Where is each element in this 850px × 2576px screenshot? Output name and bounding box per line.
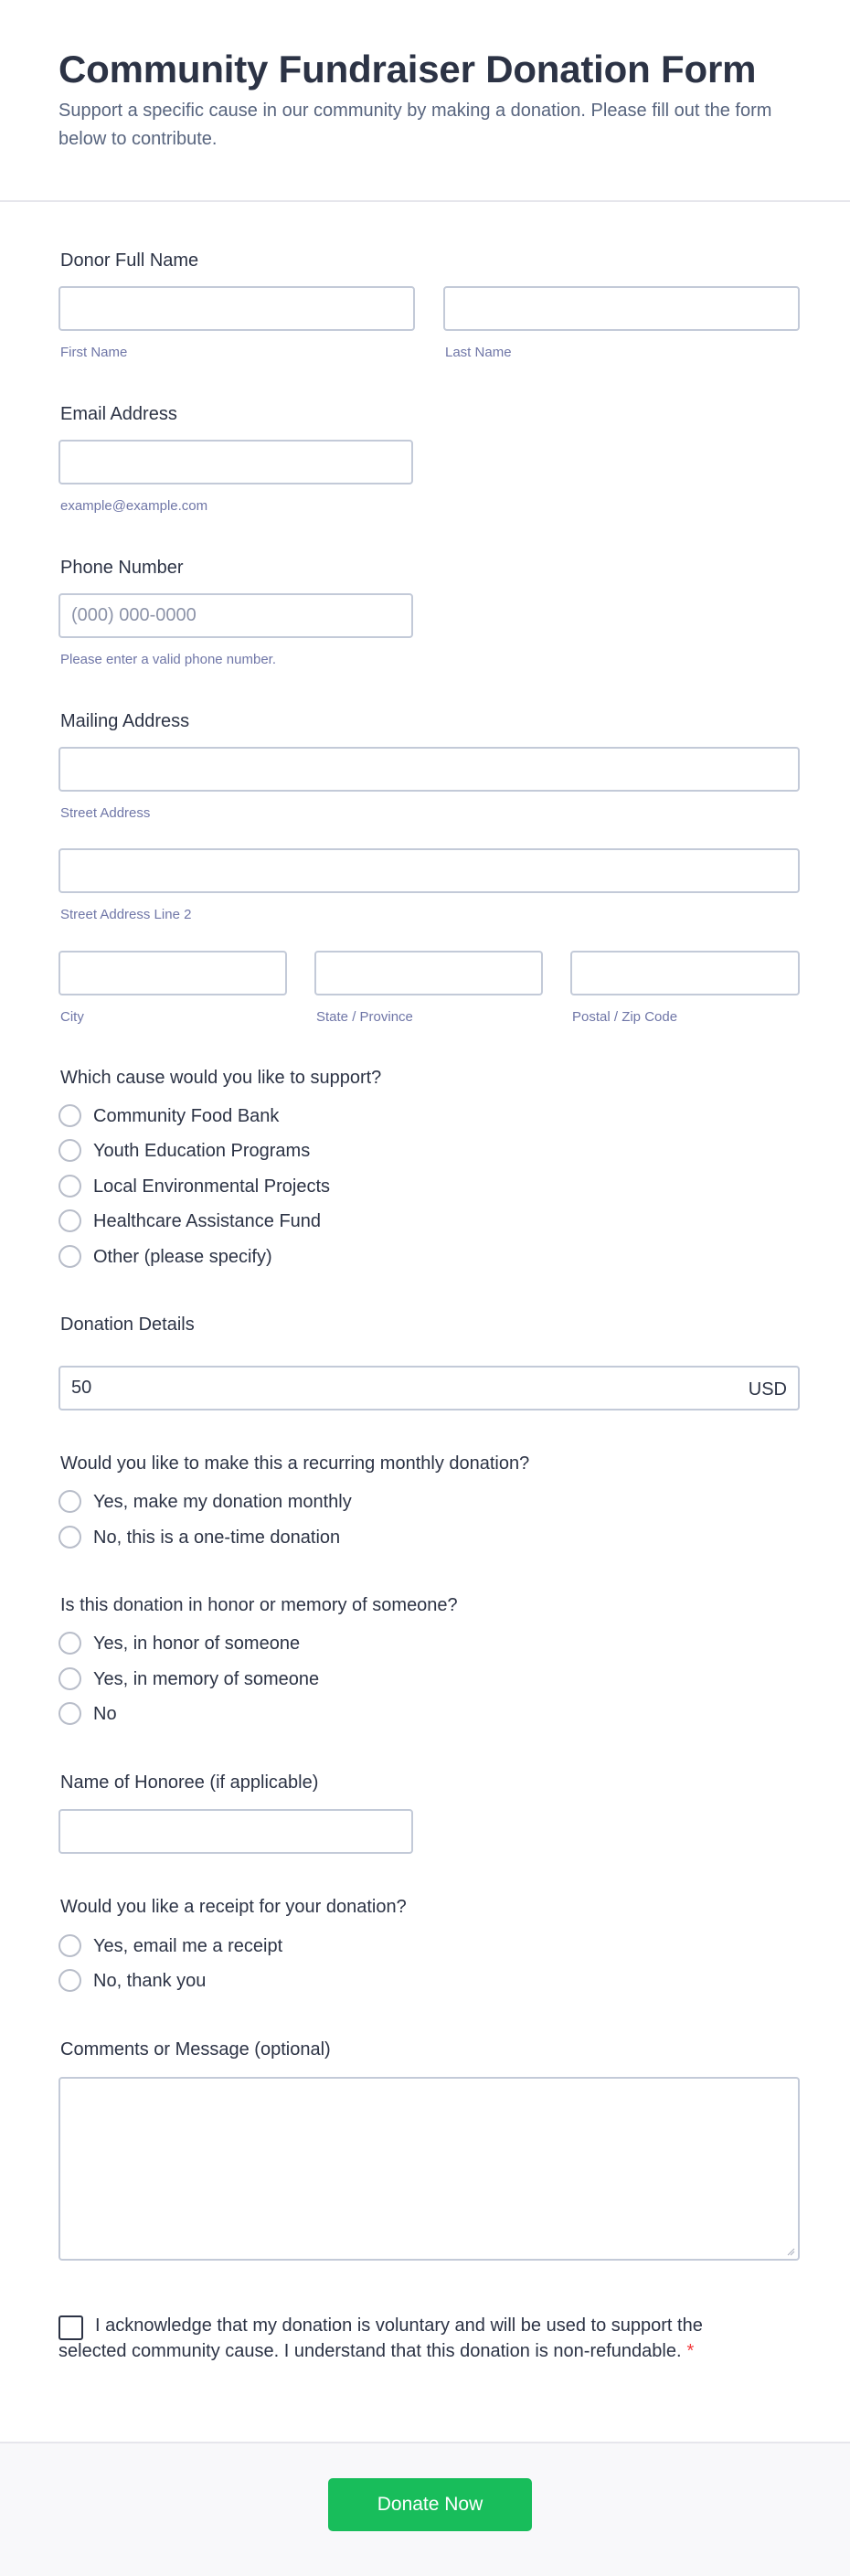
recurring-option-label: Yes, make my donation monthly [93, 1492, 352, 1512]
radio-button[interactable] [58, 1632, 81, 1655]
currency-label: USD [748, 1379, 787, 1400]
street-address-input[interactable] [60, 749, 798, 790]
acknowledgement-text [58, 2313, 735, 2364]
honoree-input[interactable] [60, 1811, 411, 1852]
form-title: Community Fundraiser Donation Form [58, 48, 757, 90]
first-name-field[interactable] [58, 286, 415, 331]
radio-button[interactable] [58, 1702, 81, 1725]
cause-option-label: Other (please specify) [93, 1247, 272, 1267]
donor-name-label: Donor Full Name [60, 250, 199, 271]
comments-label: Comments or Message (optional) [60, 2039, 331, 2060]
form-header [0, 0, 850, 202]
receipt-option-label: No, thank you [93, 1971, 207, 1991]
form-subtitle: Support a specific cause in our community by making a donation. Please fill out the form below to contribute. [58, 101, 772, 149]
donate-now-button[interactable]: Donate Now [328, 2478, 532, 2531]
zip-sublabel: Postal / Zip Code [572, 1009, 678, 1025]
donation-label: Donation Details [60, 1315, 195, 1335]
radio-button[interactable] [58, 1526, 81, 1549]
receipt-label: Would you like a receipt for your donation? [60, 1897, 407, 1917]
first-name-sublabel: First Name [60, 345, 128, 360]
email-field[interactable] [58, 440, 413, 484]
phone-input[interactable] [60, 595, 411, 636]
state-input[interactable] [316, 953, 541, 994]
cause-option-label: Community Food Bank [93, 1106, 280, 1126]
radio-button[interactable] [58, 1104, 81, 1127]
honor-option-label: Yes, in honor of someone [93, 1634, 301, 1654]
recurring-option-label: No, this is a one-time donation [93, 1528, 341, 1548]
cause-label: Which cause would you like to support? [60, 1068, 382, 1088]
city-sublabel: City [60, 1009, 84, 1025]
honoree-label: Name of Honoree (if applicable) [60, 1772, 319, 1793]
comments-textarea[interactable] [58, 2077, 800, 2261]
receipt-option-label: Yes, email me a receipt [93, 1936, 283, 1956]
form-footer [0, 2442, 850, 2576]
street-address-line2-sublabel: Street Address Line 2 [60, 907, 192, 922]
cause-option-label: Healthcare Assistance Fund [93, 1211, 322, 1231]
donation-amount-input[interactable] [60, 1368, 798, 1409]
zip-field[interactable] [570, 951, 800, 995]
required-asterisk: * [686, 2341, 695, 2361]
donation-amount-field[interactable] [58, 1366, 800, 1410]
last-name-input[interactable] [445, 288, 798, 329]
street-address-sublabel: Street Address [60, 805, 151, 821]
radio-button[interactable] [58, 1969, 81, 1992]
radio-button[interactable] [58, 1490, 81, 1513]
radio-button[interactable] [58, 1209, 81, 1232]
first-name-input[interactable] [60, 288, 413, 329]
email-input[interactable] [60, 442, 411, 483]
last-name-field[interactable] [443, 286, 800, 331]
phone-label: Phone Number [60, 558, 184, 578]
cause-option-label: Local Environmental Projects [93, 1176, 331, 1197]
radio-button[interactable] [58, 1667, 81, 1690]
recurring-label: Would you like to make this a recurring monthly donation? [60, 1453, 530, 1474]
state-sublabel: State / Province [316, 1009, 413, 1025]
street-address-line2-input[interactable] [60, 850, 798, 891]
cause-option-label: Youth Education Programs [93, 1141, 311, 1161]
street-address-field[interactable] [58, 747, 800, 792]
acknowledgement-label: I acknowledge that my donation is voluntary and will be used to support the selected community cause. I understand that this donation is non-refundable. [58, 2315, 703, 2361]
honor-option-label: No [93, 1704, 117, 1724]
phone-sublabel: Please enter a valid phone number. [60, 652, 276, 667]
state-field[interactable] [314, 951, 543, 995]
honoree-field[interactable] [58, 1809, 413, 1854]
city-field[interactable] [58, 951, 287, 995]
email-label: Email Address [60, 404, 177, 424]
honor-option-label: Yes, in memory of someone [93, 1669, 320, 1689]
resize-grip-icon[interactable] [786, 2247, 795, 2256]
radio-button[interactable] [58, 1934, 81, 1957]
honor-label: Is this donation in honor or memory of someone? [60, 1595, 458, 1615]
radio-button[interactable] [58, 1175, 81, 1198]
email-sublabel: example@example.com [60, 498, 208, 514]
street-address-line2-field[interactable] [58, 848, 800, 893]
radio-button[interactable] [58, 1245, 81, 1268]
last-name-sublabel: Last Name [445, 345, 512, 360]
radio-button[interactable] [58, 1139, 81, 1162]
phone-field[interactable] [58, 593, 413, 638]
city-input[interactable] [60, 953, 285, 994]
zip-input[interactable] [572, 953, 798, 994]
address-label: Mailing Address [60, 711, 190, 731]
